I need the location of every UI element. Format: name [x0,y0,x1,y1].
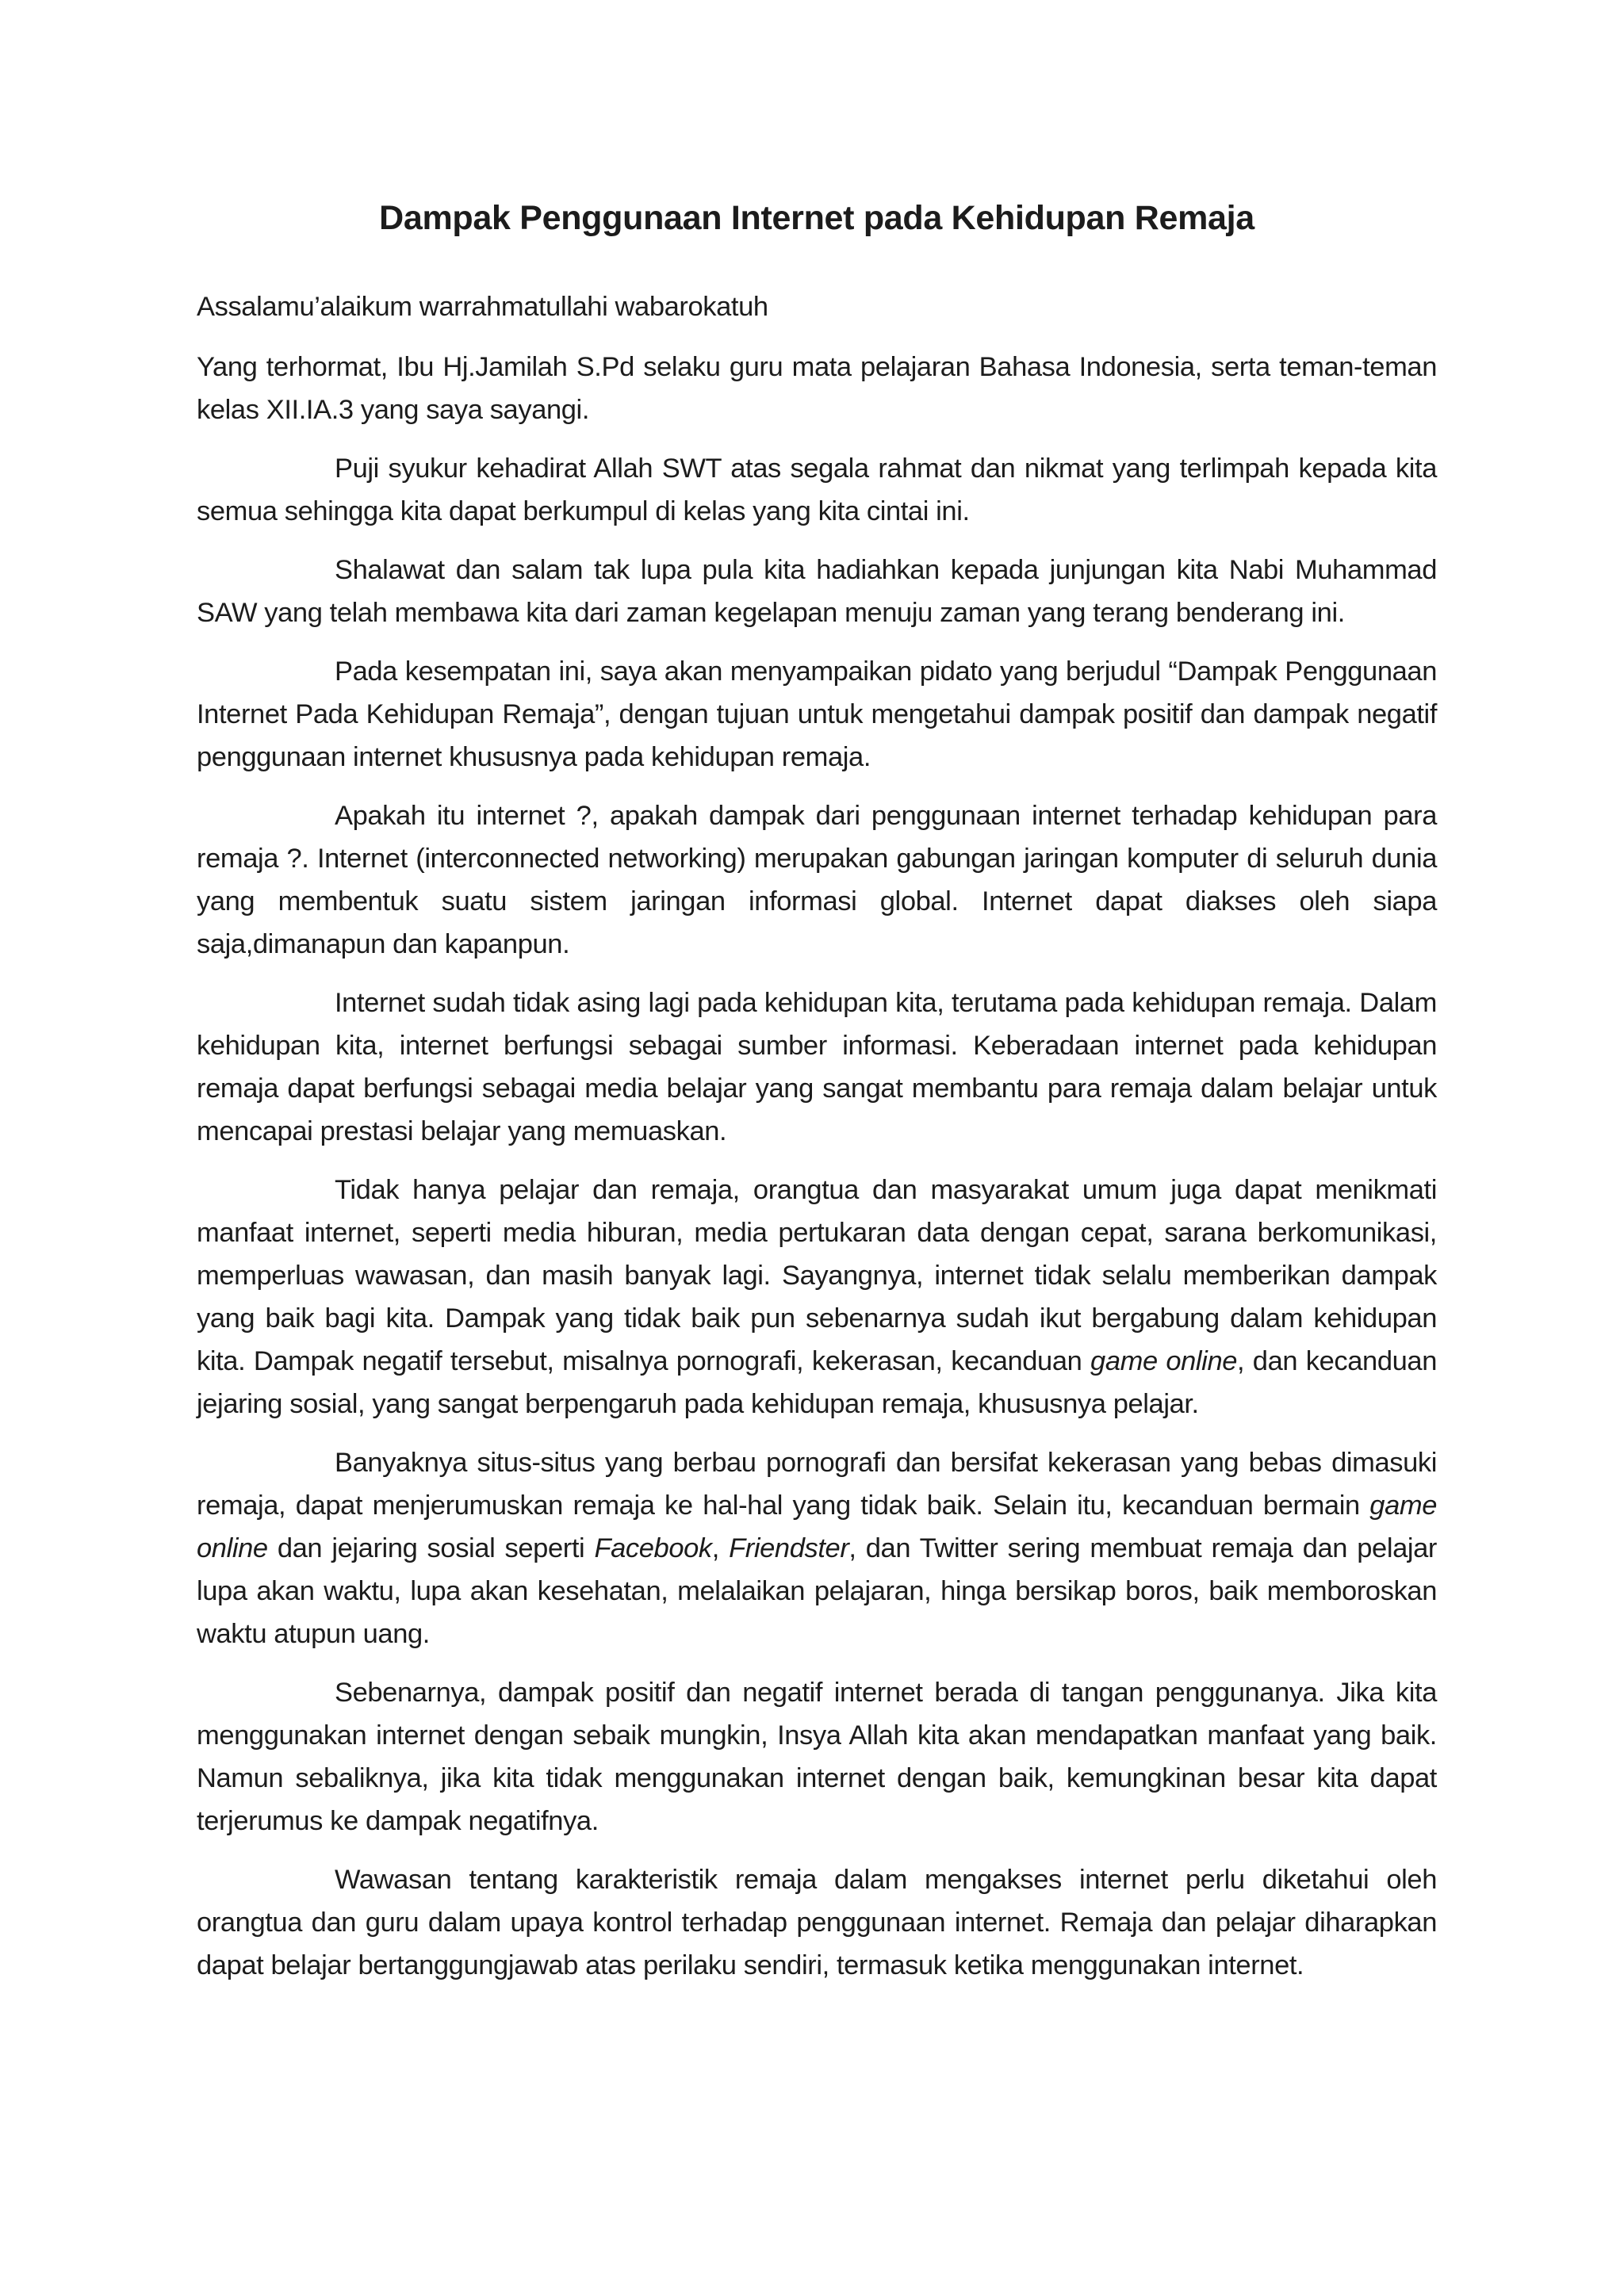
paragraph-gratitude: Puji syukur kehadirat Allah SWT atas segala rahmat dan nikmat yang terlimpah kepada kita semua sehingga kita dapat berkumpul di kelas yang kita cintai ini. [197,453,1437,526]
address-paragraph: Yang terhormat, Ibu Hj.Jamilah S.Pd selaku guru mata pelajaran Bahasa Indonesia, serta teman-teman kelas XII.IA.3 yang saya sayangi. [197,351,1437,425]
emphasis-text: game online [1090,1345,1238,1376]
text-span: Tidak hanya pelajar dan remaja, orangtua dan masyarakat umum juga dapat menikmati manfaat internet, seperti media hiburan, media pertukaran data dengan cepat, sarana berkomunikasi, memperluas wawasan, dan masih banyak lagi. Sayangnya, internet tidak selalu memberikan dampak yang baik bagi kita. Dampak yang tidak baik pun sebenarnya sudah ikut bergabung dalam kehidupan kita. Dampak negatif tersebut, misalnya pornografi, kekerasan, kecanduan [197,1174,1437,1376]
paragraph-purpose: Pada kesempatan ini, saya akan menyampaikan pidato yang berjudul “Dampak Penggunaan Internet Pada Kehidupan Remaja”, dengan tujuan untuk mengetahui dampak positif dan dampak negatif penggunaan internet khususnya pada kehidupan remaja. [197,656,1437,772]
paragraph-shalawat: Shalawat dan salam tak lupa pula kita hadiahkan kepada junjungan kita Nabi Muhammad SAW yang telah membawa kita dari zaman kegelapan menuju zaman yang terang benderang ini. [197,554,1437,628]
paragraph-negative-impact [197,1169,1437,1425]
paragraph-addiction [197,1441,1437,1655]
paragraph-function: Internet sudah tidak asing lagi pada kehidupan kita, terutama pada kehidupan remaja. Dalam kehidupan kita, internet berfungsi sebagai sumber informasi. Keberadaan internet pada kehidupan remaja dapat berfungsi sebagai media belajar yang sangat membantu para remaja dalam belajar untuk mencapai prestasi belajar yang memuaskan. [197,987,1437,1146]
emphasis-text: Facebook [594,1533,712,1563]
paragraph-definition: Apakah itu internet ?, apakah dampak dari penggunaan internet terhadap kehidupan para remaja ?. Internet (interconnected networking) merupakan gabungan jaringan komputer di seluruh dunia yang membentuk suatu sistem jaringan informasi global. Internet dapat diakses oleh siapa saja,dimanapun dan kapanpun. [197,800,1437,959]
emphasis-text: game online [197,1490,1437,1563]
salutation: Assalamu’alaikum warrahmatullahi wabarokatuh [197,291,768,322]
page-title: Dampak Penggunaan Internet pada Kehidupan Remaja [379,199,1254,237]
paragraph-conclusion: Wawasan tentang karakteristik remaja dalam mengakses internet perlu diketahui oleh orangtua dan guru dalam upaya kontrol terhadap penggunaan internet. Remaja dan pelajar diharapkan dapat belajar bertanggungjawab atas perilaku sendiri, termasuk ketika menggunakan internet. [197,1864,1437,1980]
text-span: Banyaknya situs-situs yang berbau pornografi dan bersifat kekerasan yang bebas dimasuki remaja, dapat menjerumuskan remaja ke hal-hal yang tidak baik. Selain itu, kecanduan bermain [197,1447,1437,1521]
text-span: , dan Twitter sering membuat remaja dan pelajar lupa akan waktu, lupa akan kesehatan, melalaikan pelajaran, hinga bersikap boros, baik memboroskan waktu atupun uang. [197,1533,1438,1649]
text-span: , [711,1533,730,1563]
text-span: , dan kecanduan jejaring sosial, yang sangat berpengaruh pada kehidupan remaja, khususnya pelajar. [197,1345,1437,1419]
text-span: dan jejaring sosial seperti [267,1533,595,1563]
paragraph-user-choice: Sebenarnya, dampak positif dan negatif internet berada di tangan penggunanya. Jika kita menggunakan internet dengan sebaik mungkin, Insya Allah kita akan mendapatkan manfaat yang baik. Namun sebaliknya, jika kita tidak menggunakan internet dengan baik, kemungkinan besar kita dapat terjerumus ke dampak negatifnya. [197,1677,1437,1836]
emphasis-text: Friendster [729,1533,849,1563]
